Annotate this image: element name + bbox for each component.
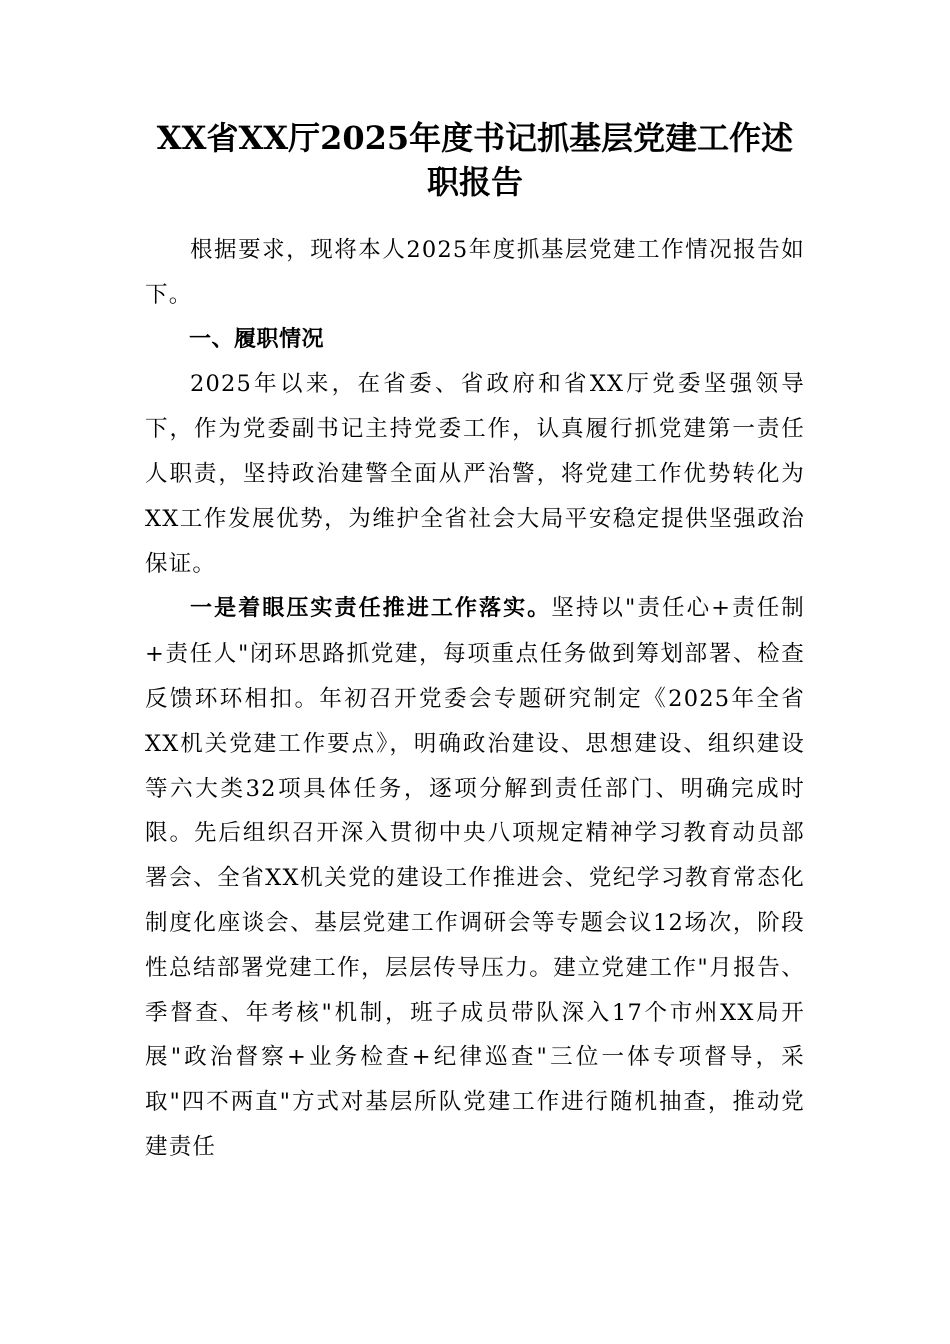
document-title: XX省XX厅2025年度书记抓基层党建工作述职报告: [156, 119, 794, 201]
paragraph-2: [145, 586, 805, 1169]
paragraph-2-lead: 一是着眼压实责任推进工作落实。: [190, 596, 552, 622]
paragraph-1: 2025年以来，在省委、省政府和省XX厅党委坚强领导下，作为党委副书记主持党委工作，认真履行抓党建第一责任人职责，坚持政治建警全面从严治警，将党建工作优势转化为XX工作发展优势，为维护全省社会大局平安稳定提供坚强政治保证。: [145, 371, 805, 577]
section-heading: 一、履职情况: [189, 326, 325, 352]
paragraph-2-body: 坚持以"责任心+责任制+责任人"闭环思路抓党建，每项重点任务做到筹划部署、检查反馈环环相扣。年初召开党委会专题研究制定《2025年全省XX机关党建工作要点》，明确政治建设、思想建设、组织建设等六大类32项具体任务，逐项分解到责任部门、明确完成时限。先后组织召开深入贯彻中央八项规定精神学习教育动员部署会、全省XX机关党的建设工作推进会、党纪学习教育常态化制度化座谈会、基层党建工作调研会等专题会议12场次，阶段性总结部署党建工作，层层传导压力。建立党建工作"月报告、季督查、年考核"机制，班子成员带队深入17个市州XX局开展"政治督察+业务检查+纪律巡查"三位一体专项督导，采取"四不两直"方式对基层所队党建工作进行随机抽查，推动党建责任: [145, 595, 805, 1160]
document-body: [145, 228, 805, 1170]
intro-paragraph: 根据要求，现将本人2025年度抓基层党建工作情况报告如下。: [145, 237, 805, 308]
